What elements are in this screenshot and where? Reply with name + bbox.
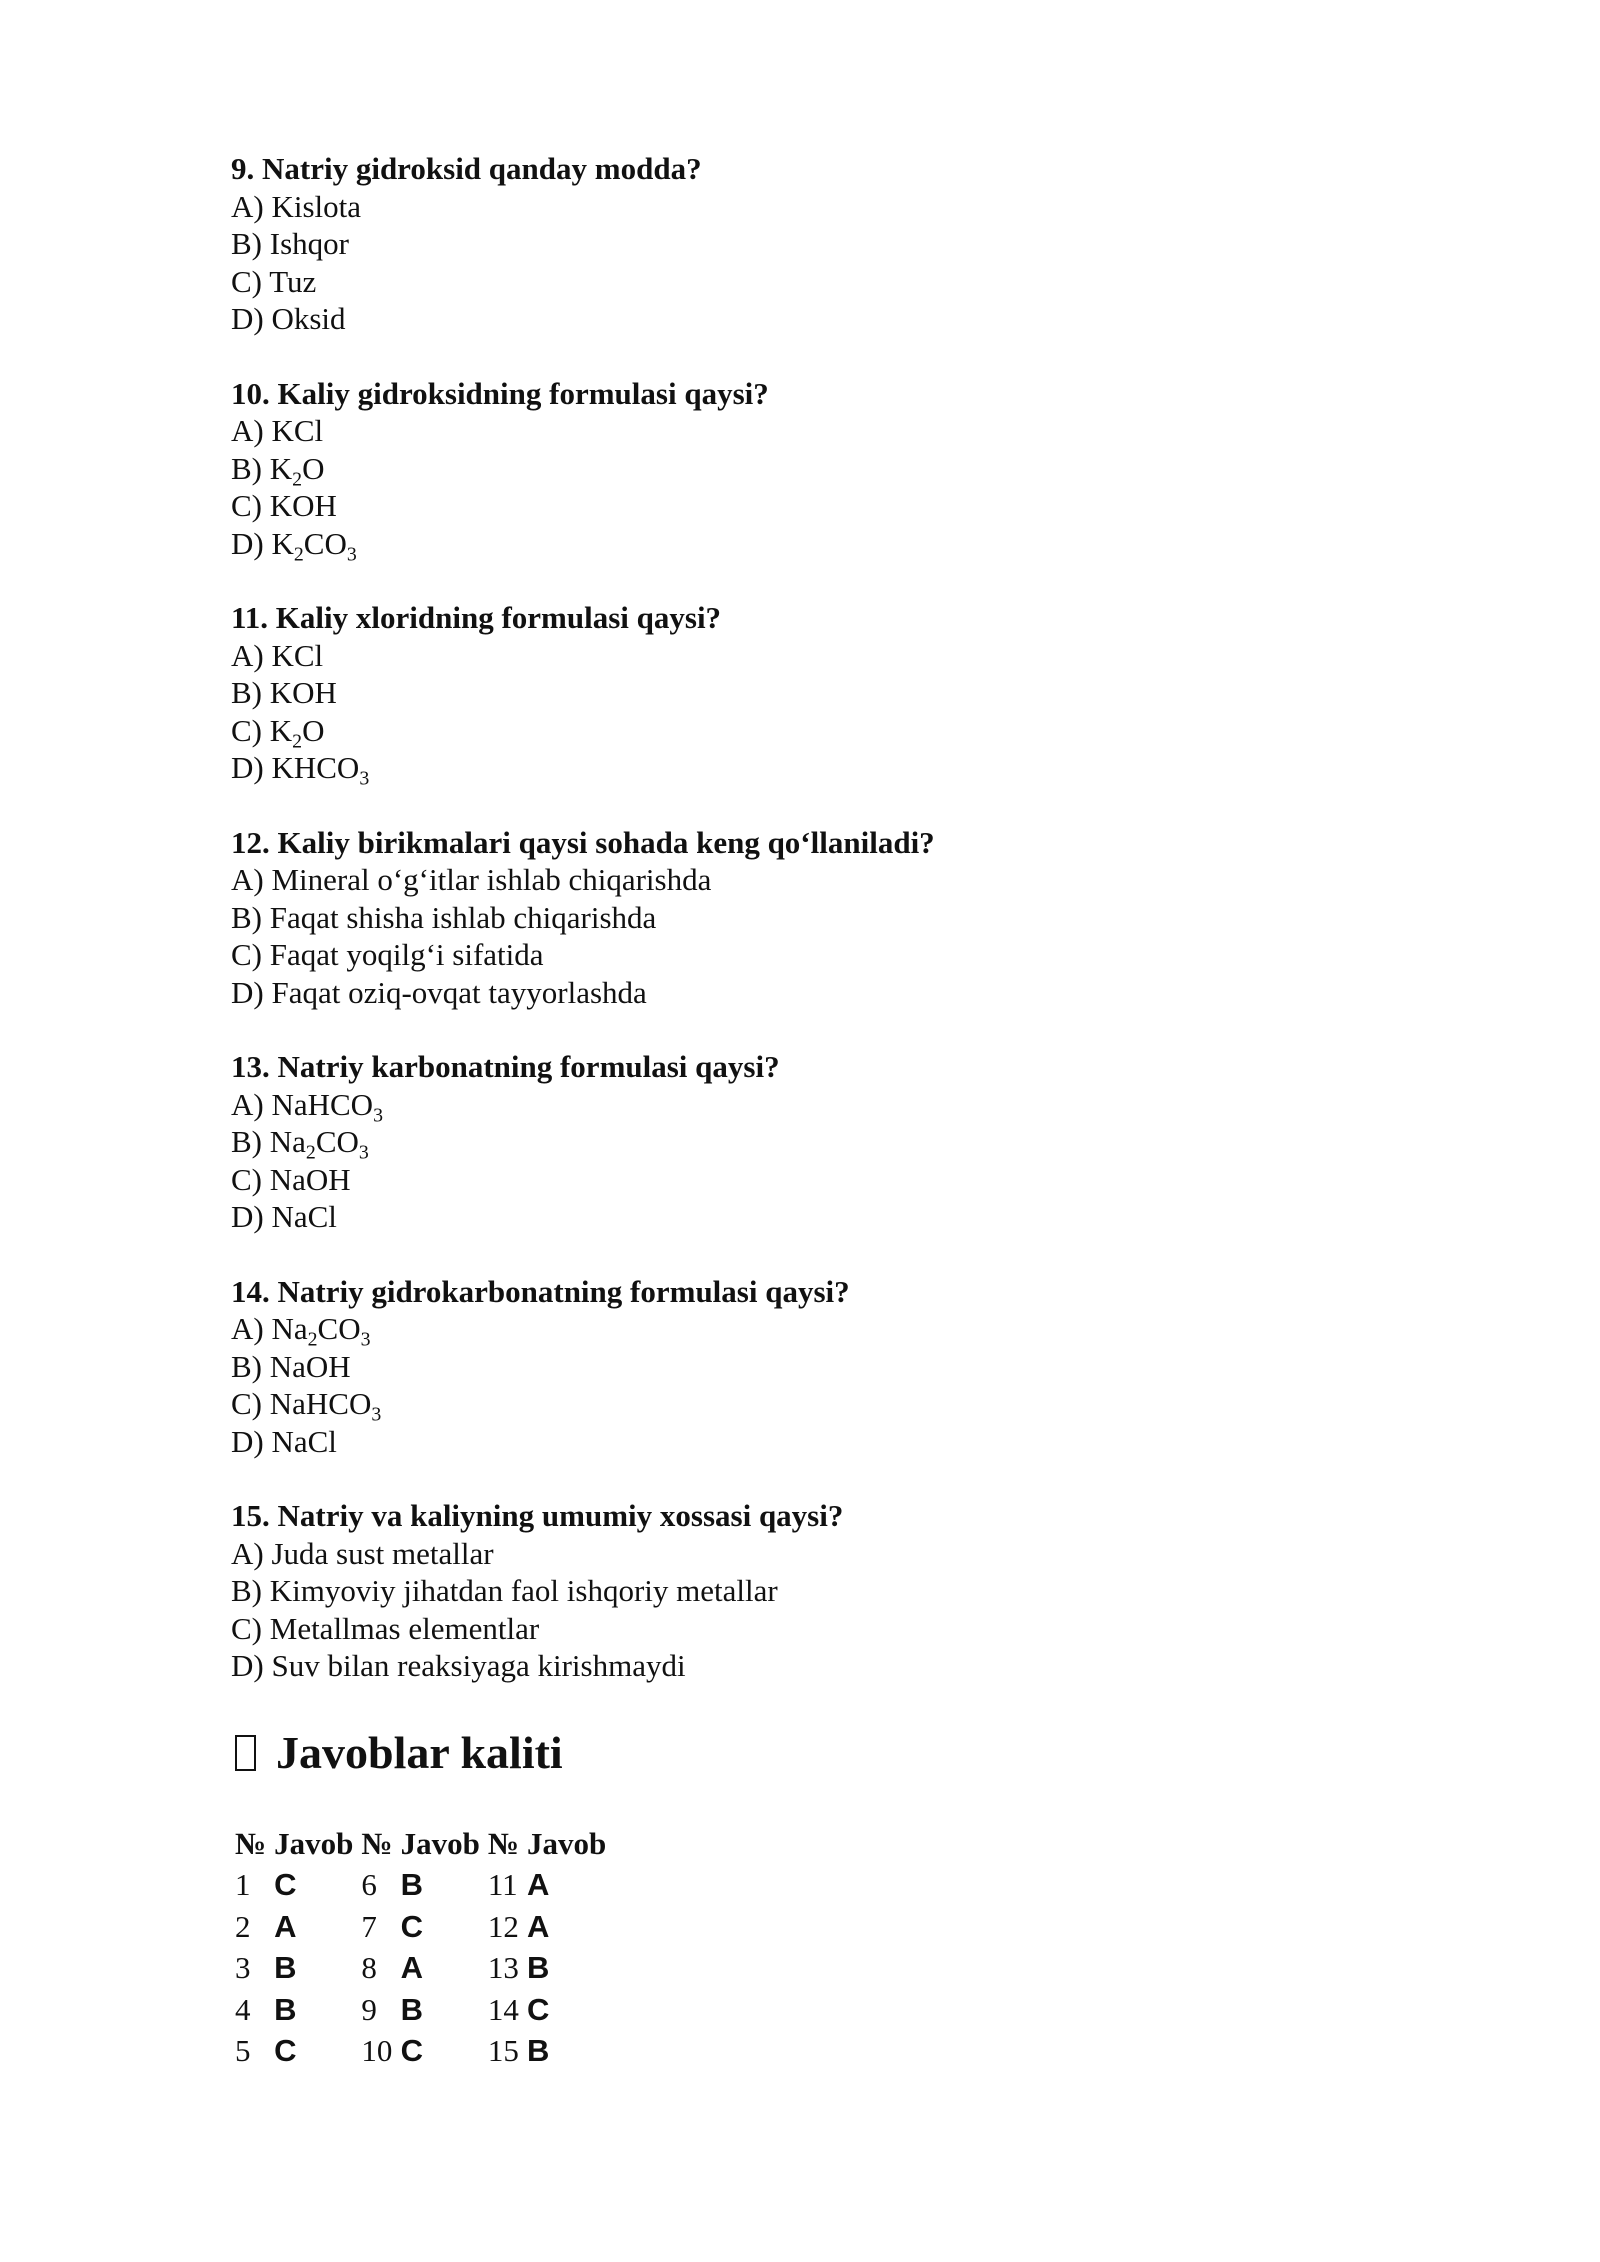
question-number-cell: 1 <box>235 1867 251 1902</box>
answer-key-row <box>233 2030 612 2072</box>
question-block <box>231 375 1431 563</box>
option-text: B) Ishqor <box>231 226 349 261</box>
subscript: 2 <box>307 1328 318 1351</box>
answer-letter-cell: B <box>526 1950 550 1985</box>
answer-option <box>231 263 1431 301</box>
option-text: B) K <box>231 450 293 486</box>
question-number-cell: 10 <box>361 2033 393 2068</box>
answer-option <box>231 1535 1431 1573</box>
question-block <box>231 1273 1431 1461</box>
option-text: CO <box>303 525 347 561</box>
option-text: O <box>302 450 325 486</box>
option-text: D) Oksid <box>231 301 346 336</box>
subscript: 2 <box>293 542 304 565</box>
answer-option <box>231 899 1431 937</box>
option-text: D) NaCl <box>231 1199 337 1234</box>
question-title: 11. Kaliy xloridning formulasi qaysi? <box>231 600 722 635</box>
answer-key-title: Javoblar kaliti <box>276 1726 563 1778</box>
answer-option <box>231 674 1431 712</box>
answer-option <box>231 936 1431 974</box>
answer-letter-cell: B <box>274 1991 297 2027</box>
answer-option <box>231 1161 1431 1199</box>
answer-letter-cell: C <box>526 1991 550 2027</box>
subscript: 2 <box>292 729 303 752</box>
header-answer: Javob <box>274 1825 354 1861</box>
header-number: № <box>487 1825 519 1861</box>
question-block <box>231 824 1431 1012</box>
answer-key-row <box>233 1947 612 1989</box>
option-text: C) NaHCO <box>231 1386 372 1421</box>
question-title: 14. Natriy gidrokarbonatning formulasi qaysi? <box>231 1273 850 1309</box>
answer-option <box>231 1348 1431 1386</box>
question-number-cell: 14 <box>487 1991 519 2027</box>
option-text: B) NaOH <box>231 1348 351 1384</box>
answer-letter-cell: A <box>400 1950 423 1985</box>
answer-key-heading <box>231 1725 1431 1781</box>
question-number-cell: 2 <box>235 1908 251 1944</box>
question-title: 12. Kaliy birikmalari qaysi sohada keng qo‘llaniladi? <box>231 824 935 860</box>
question-number-cell: 7 <box>361 1908 377 1944</box>
option-text: D) Faqat oziq-ovqat tayyorlashda <box>231 974 647 1010</box>
answer-option <box>231 712 1431 750</box>
option-text: A) Na <box>231 1311 308 1346</box>
answer-option <box>231 1086 1431 1124</box>
answer-option <box>231 861 1431 899</box>
answer-key-row <box>233 1906 612 1948</box>
question-block <box>231 599 1431 790</box>
answer-letter-cell: A <box>526 1867 550 1902</box>
option-text: CO <box>317 1311 361 1346</box>
option-text: C) NaOH <box>231 1161 351 1197</box>
answer-option <box>231 1423 1431 1461</box>
answer-key-header-row <box>233 1823 612 1865</box>
header-answer: Javob <box>526 1825 607 1861</box>
answer-option <box>231 1610 1431 1648</box>
option-text: A) Mineral o‘g‘itlar ishlab chiqarishda <box>231 862 712 897</box>
answer-option <box>231 1572 1431 1610</box>
answer-option <box>231 1123 1431 1164</box>
option-text: C) K <box>231 712 293 748</box>
answer-key-body <box>233 1864 612 2072</box>
answer-option <box>231 974 1431 1012</box>
option-text: C) Metallmas elementlar <box>231 1610 540 1646</box>
question-number-cell: 12 <box>487 1908 519 1944</box>
question-number-cell: 3 <box>235 1950 251 1985</box>
header-number: № <box>361 1825 393 1861</box>
missing-glyph-box-icon <box>235 1735 256 1771</box>
option-text: B) Faqat shisha ishlab chiqarishda <box>231 899 657 935</box>
answer-letter-cell: C <box>400 2033 423 2068</box>
answer-letter-cell: C <box>400 1908 423 1944</box>
option-text: CO <box>315 1124 359 1159</box>
answer-option <box>231 225 1431 263</box>
question-block <box>231 150 1431 338</box>
question-block <box>231 1497 1431 1685</box>
answer-option <box>231 525 1431 563</box>
option-text: D) KHCO <box>231 750 360 785</box>
subscript: 3 <box>358 1141 369 1164</box>
answer-option <box>231 450 1431 488</box>
question-title: 15. Natriy va kaliyning umumiy xossasi qaysi? <box>231 1498 844 1533</box>
question-number-cell: 5 <box>235 2033 251 2068</box>
option-text: C) Tuz <box>231 263 317 299</box>
option-text: B) Na <box>231 1124 306 1159</box>
question-number-cell: 11 <box>487 1867 518 1902</box>
option-text: C) KOH <box>231 488 337 523</box>
question-number-cell: 15 <box>487 2033 519 2068</box>
option-text: D) Suv bilan reaksiyaga kirishmaydi <box>231 1648 686 1683</box>
question-number-cell: 6 <box>361 1867 377 1902</box>
option-text: O <box>302 712 325 748</box>
option-text: A) Kislota <box>231 188 362 224</box>
answer-option <box>231 300 1431 338</box>
answer-option <box>231 1198 1431 1236</box>
option-text: D) NaCl <box>231 1423 337 1459</box>
answer-letter-cell: B <box>274 1950 297 1985</box>
document-page <box>231 150 1431 2072</box>
subscript: 3 <box>346 542 357 565</box>
answer-key-table <box>233 1823 612 2072</box>
answer-letter-cell: A <box>526 1908 550 1944</box>
question-list <box>231 150 1431 1685</box>
answer-option <box>231 487 1431 525</box>
answer-key-row <box>233 1989 612 2031</box>
question-title: 10. Kaliy gidroksidning formulasi qaysi? <box>231 375 769 411</box>
subscript: 3 <box>373 1103 383 1126</box>
answer-letter-cell: B <box>526 2033 550 2068</box>
answer-option <box>231 637 1431 675</box>
answer-option <box>231 1310 1431 1351</box>
answer-letter-cell: B <box>400 1867 423 1902</box>
option-text: B) Kimyoviy jihatdan faol ishqoriy metallar <box>231 1573 778 1608</box>
subscript: 3 <box>359 767 370 790</box>
question-title: 13. Natriy karbonatning formulasi qaysi? <box>231 1049 780 1084</box>
question-number-cell: 13 <box>487 1950 519 1985</box>
option-text: A) KCl <box>231 637 324 673</box>
answer-option <box>231 1385 1431 1426</box>
answer-letter-cell: C <box>274 1867 297 1902</box>
subscript: 3 <box>371 1403 382 1426</box>
answer-key-row <box>233 1864 612 1906</box>
question-number-cell: 9 <box>361 1991 377 2027</box>
option-text: A) NaHCO <box>231 1086 374 1122</box>
answer-option <box>231 749 1431 790</box>
subscript: 2 <box>292 467 303 490</box>
subscript: 3 <box>360 1328 371 1351</box>
question-title: 9. Natriy gidroksid qanday modda? <box>231 151 702 186</box>
option-text: D) K <box>231 525 294 561</box>
question-number-cell: 4 <box>235 1991 251 2027</box>
option-text: C) Faqat yoqilg‘i sifatida <box>231 937 544 972</box>
header-answer: Javob <box>400 1825 480 1861</box>
question-block <box>231 1048 1431 1236</box>
option-text: A) KCl <box>231 413 324 448</box>
answer-option <box>231 412 1431 450</box>
answer-option <box>231 188 1431 226</box>
answer-letter-cell: B <box>400 1991 423 2027</box>
header-number: № <box>235 1825 267 1861</box>
answer-letter-cell: C <box>274 2033 297 2068</box>
answer-letter-cell: A <box>274 1908 297 1944</box>
question-number-cell: 8 <box>361 1950 377 1985</box>
option-text: A) Juda sust metallar <box>231 1535 494 1571</box>
subscript: 2 <box>305 1141 316 1164</box>
answer-option <box>231 1647 1431 1685</box>
option-text: B) KOH <box>231 675 337 710</box>
